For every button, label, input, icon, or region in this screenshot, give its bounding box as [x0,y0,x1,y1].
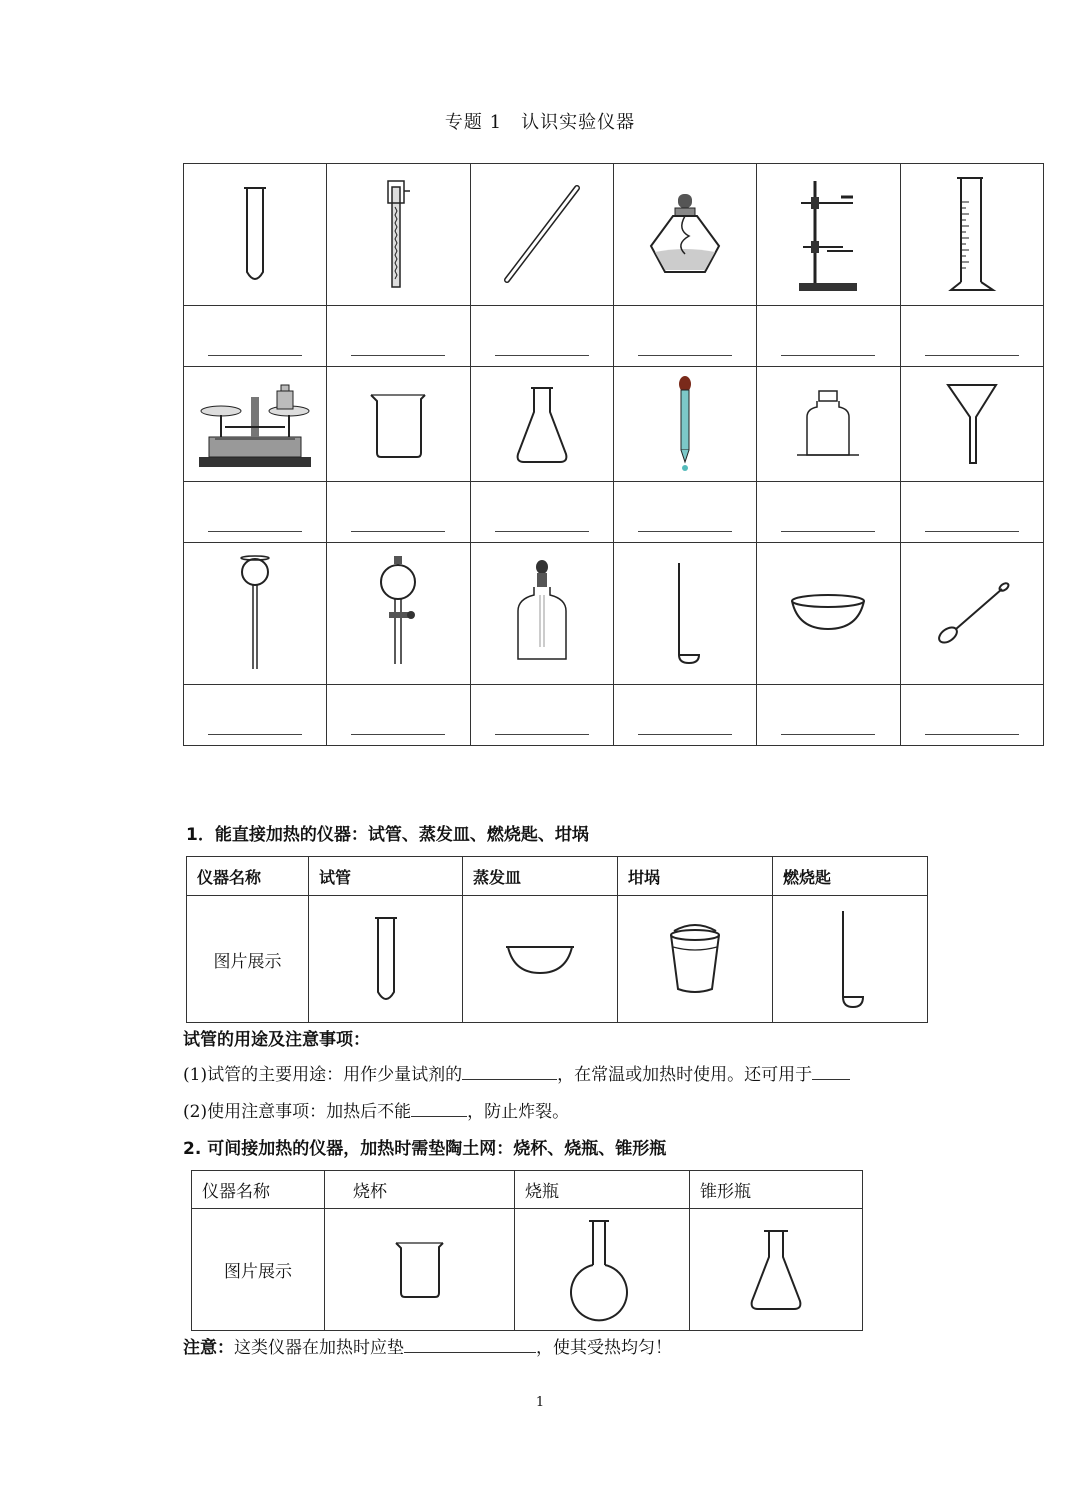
beaker-icon [390,1237,450,1302]
answer-blank[interactable] [470,482,613,543]
cell-beaker [327,367,470,482]
table-header: 烧瓶 [515,1171,690,1209]
cell-balance [184,367,327,482]
cell-beaker [325,1209,515,1331]
answer-blank[interactable] [757,482,900,543]
cell-test-tube [184,164,327,306]
table-header: 仪器名称 [187,857,309,896]
notes-heading: 试管的用途及注意事项： [183,1030,370,1050]
table-header: 燃烧匙 [773,857,928,896]
test-tube-holder-icon [378,177,418,292]
medicine-spoon-icon [932,579,1012,649]
answer-blank[interactable] [470,306,613,367]
answer-blank[interactable] [184,482,327,543]
note-1: (1)试管的主要用途：用作少量试剂的 ，在常温或加热时使用。还可用于 [183,1060,850,1085]
cell-erlenmeyer [690,1209,863,1331]
cell-long-neck-funnel [184,543,327,685]
separatory-funnel-icon [373,554,423,674]
table-header: 蒸发皿 [463,857,618,896]
cell-reagent-bottle [757,367,900,482]
page-title: 专题 1 认识实验仪器 [444,112,636,133]
answer-blank[interactable] [613,306,756,367]
round-bottom-flask-icon [567,1217,637,1322]
answer-blank[interactable] [812,1065,850,1080]
table-header: 仪器名称 [192,1171,325,1209]
cell-iron-stand [757,164,900,306]
cell-separatory-funnel [327,543,470,685]
answer-blank[interactable] [327,482,470,543]
crucible-icon [660,919,730,999]
cell-glass-rod [470,164,613,306]
beaker-icon [363,387,433,462]
answer-blank[interactable] [327,685,470,746]
combustion-spoon-icon [665,559,705,669]
note-2: (2)使用注意事项：加热后不能 ，防止炸裂。 [183,1102,570,1122]
erlenmeyer-flask-icon [746,1225,806,1315]
combustion-spoon-icon [825,907,875,1012]
answer-blank[interactable] [404,1338,536,1353]
direct-heating-table [186,856,928,1023]
page-number: 1 [535,1395,545,1410]
table-header: 试管 [309,857,463,896]
cell-erlenmeyer [470,367,613,482]
cell-round-flask [515,1209,690,1331]
reagent-bottle-icon [793,387,863,462]
cell-dropper [613,367,756,482]
table-header: 锥形瓶 [690,1171,863,1209]
answer-blank[interactable] [184,306,327,367]
section2-heading: 2. 可间接加热的仪器，加热时需垫陶土网：烧杯、烧瓶、锥形瓶 [183,1139,667,1159]
funnel-icon [942,379,1002,469]
indirect-heating-table [191,1170,863,1331]
cell-medicine-spoon [900,543,1043,685]
cell-dropper-bottle [470,543,613,685]
row-label: 图片展示 [192,1209,325,1331]
answer-blank[interactable] [462,1065,557,1080]
answer-blank[interactable] [411,1102,467,1117]
dropper-bottle-icon [512,559,572,669]
section1-heading: 1．能直接加热的仪器：试管、蒸发皿、燃烧匙、坩埚 [186,825,589,845]
answer-blank[interactable] [900,482,1043,543]
answer-blank[interactable] [613,482,756,543]
test-tube-icon [366,912,406,1007]
answer-blank[interactable] [757,685,900,746]
row-label: 图片展示 [187,896,309,1023]
answer-blank[interactable] [470,685,613,746]
answer-blank[interactable] [900,685,1043,746]
long-neck-funnel-icon [235,554,275,674]
table-header: 烧杯 [325,1171,515,1209]
cell-combustion-spoon [773,896,928,1023]
cell-graduated-cylinder [900,164,1043,306]
test-tube-icon [235,180,275,290]
cell-evaporating-dish [463,896,618,1023]
evaporating-dish-icon [500,937,580,982]
cell-funnel [900,367,1043,482]
instrument-grid [183,163,1044,746]
answer-blank[interactable] [184,685,327,746]
cell-tube-holder [327,164,470,306]
note-heat-evenly: 注意：这类仪器在加热时应垫 ，使其受热均匀！ [183,1338,672,1358]
iron-stand-icon [793,175,863,295]
table-header: 坩埚 [618,857,773,896]
glass-rod-icon [497,180,587,290]
erlenmeyer-flask-icon [512,382,572,467]
cell-combustion-spoon [613,543,756,685]
alcohol-lamp-icon [645,190,725,280]
graduated-cylinder-icon [947,172,997,297]
cell-crucible [618,896,773,1023]
answer-blank[interactable] [613,685,756,746]
cell-evaporating-dish [757,543,900,685]
answer-blank[interactable] [757,306,900,367]
cell-alcohol-lamp [613,164,756,306]
dropper-icon [670,374,700,474]
answer-blank[interactable] [327,306,470,367]
balance-icon [195,377,315,472]
evaporating-dish-icon [788,589,868,639]
cell-test-tube [309,896,463,1023]
answer-blank[interactable] [900,306,1043,367]
